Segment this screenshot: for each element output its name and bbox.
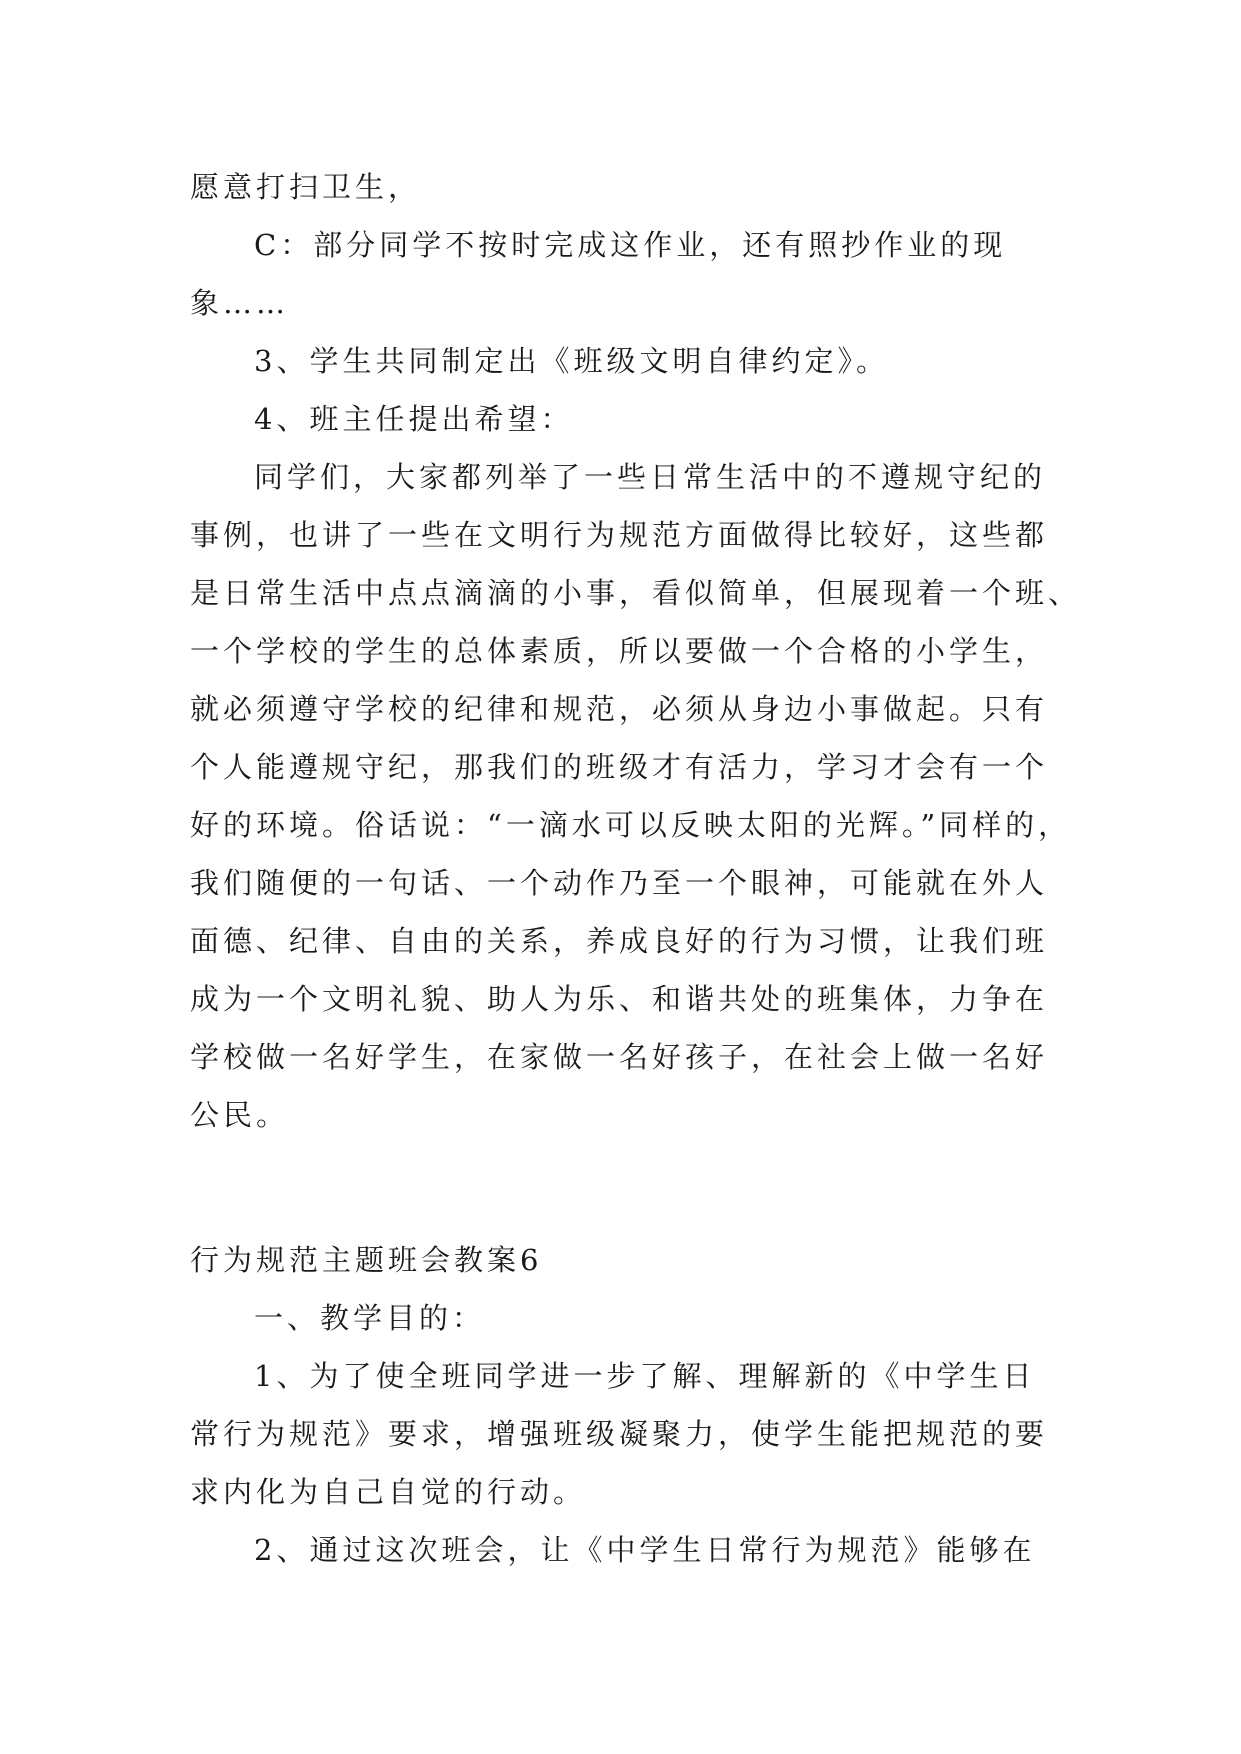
- text-line: 一、教学目的：: [254, 1301, 486, 1335]
- text-line: 就必须遵守学校的纪律和规范，必须从身边小事做起。只有: [190, 692, 1049, 726]
- text-line: 个人能遵规守纪，那我们的班级才有活力，学习才会有一个: [190, 750, 1049, 784]
- text-line: 我们随便的一句话、一个动作乃至一个眼神，可能就在外人: [190, 866, 1049, 900]
- text-line: 公民。: [190, 1098, 290, 1132]
- text-line: 愿意打扫卫生，: [190, 170, 422, 204]
- text-line: 是日常生活中点点滴滴的小事，看似简单，但展现着一个班、: [190, 576, 1082, 610]
- text-line: 事例，也讲了一些在文明行为规范方面做得比较好，这些都: [190, 518, 1049, 552]
- text-line: 一个学校的学生的总体素质，所以要做一个合格的小学生，: [190, 634, 1049, 668]
- text-line: 象……: [190, 286, 290, 320]
- text-line: 求内化为自己自觉的行动。: [190, 1475, 587, 1509]
- text-line: 1、为了使全班同学进一步了解、理解新的《中学生日: [254, 1359, 1036, 1393]
- text-line: 同学们，大家都列举了一些日常生活中的不遵规守纪的: [254, 460, 1047, 494]
- text-line: 面德、纪律、自由的关系，养成良好的行为习惯，让我们班: [190, 924, 1049, 958]
- text-line: 成为一个文明礼貌、助人为乐、和谐共处的班集体，力争在: [190, 982, 1049, 1016]
- text-section-a: [190, 158, 1082, 1144]
- text-line: 2、通过这次班会，让《中学生日常行为规范》能够在: [254, 1533, 1036, 1567]
- text-line: 常行为规范》要求，增强班级凝聚力，使学生能把规范的要: [190, 1417, 1049, 1451]
- section-heading: 行为规范主题班会教案6: [190, 1243, 543, 1277]
- text-line: 4、班主任提出希望：: [254, 402, 574, 436]
- text-section-b: [190, 1231, 1060, 1579]
- text-line: 学校做一名好学生，在家做一名好孩子，在社会上做一名好: [190, 1040, 1049, 1074]
- text-line: C：部分同学不按时完成这作业，还有照抄作业的现: [254, 228, 1007, 262]
- text-line: 3、学生共同制定出《班级文明自律约定》。: [254, 344, 889, 378]
- text-line: 好的环境。俗话说：“一滴水可以反映太阳的光辉。”同样的，: [190, 808, 1072, 842]
